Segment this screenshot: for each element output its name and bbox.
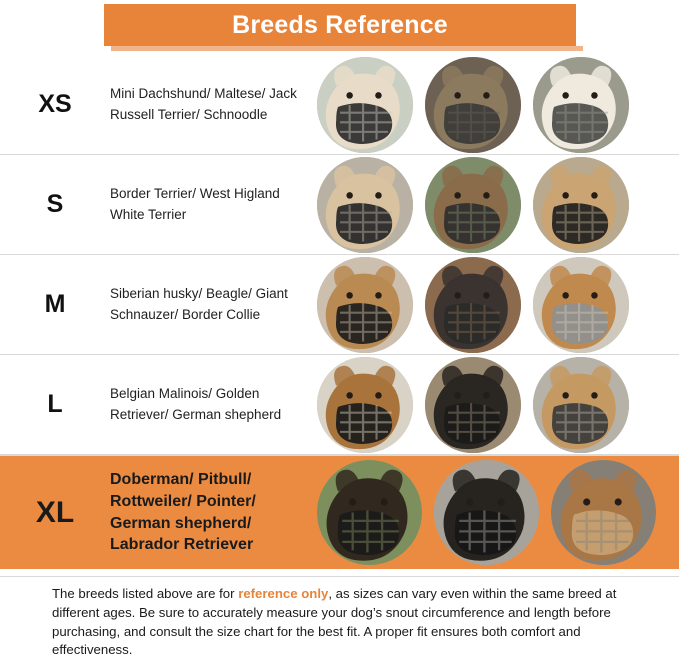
size-label-s: S [46,190,64,218]
photos-group [315,157,679,253]
breeds-label-xl: Doberman/ Pitbull/ Rottweiler/ Pointer/ German shepherd/ Labrador Retriever [110,471,256,554]
table-row-xl [0,455,679,569]
footer-part1: The breeds listed above are for [52,586,239,602]
breed-photo [425,57,521,153]
breeds-label-m: Siberian husky/ Beagle/ Giant Schnauzer/ Border Collie [110,285,288,322]
photos-group [315,460,679,565]
page-header [104,4,576,46]
breed-photo [425,257,521,353]
breed-photo [533,357,629,453]
footer-text [52,585,633,660]
breed-photo [551,460,656,565]
photos-group [315,357,679,453]
page-title: Breeds Reference [232,10,448,39]
header-shadow [111,46,583,51]
table-row-s [0,155,679,255]
breeds-label-s: Border Terrier/ West Higland White Terrier [110,185,280,222]
table-row-m [0,255,679,355]
size-label-xl: XL [35,495,75,529]
breed-photo [317,460,422,565]
size-label-m: M [44,290,66,318]
table-row-xs [0,55,679,155]
footer-highlight: reference only [238,586,329,602]
breeds-label-l: Belgian Malinois/ Golden Retriever/ German shepherd [110,385,282,422]
breed-photo [317,257,413,353]
table-row-l [0,355,679,455]
photos-group [315,57,679,153]
breed-photo [317,57,413,153]
size-rows [0,55,679,569]
breed-photo [434,460,539,565]
breed-photo [425,157,521,253]
breed-photo [425,357,521,453]
breeds-label-xs: Mini Dachshund/ Maltese/ Jack Russell Terrier/ Schnoodle [110,85,297,122]
breed-photo [317,357,413,453]
photos-group [315,257,679,353]
footer-note [0,576,679,670]
breed-photo [533,57,629,153]
size-label-l: L [47,390,63,418]
footer-part2: , as sizes can vary even within the same breed at different ages. Be sure to accurately measure your dog’s snout circumference and length before purchasing, and consult the size chart for the best fit. A proper fit ensures both comfort and effectiveness. [52,586,617,658]
breed-photo [533,257,629,353]
breed-photo [317,157,413,253]
size-label-xs: XS [38,90,72,118]
breed-photo [533,157,629,253]
